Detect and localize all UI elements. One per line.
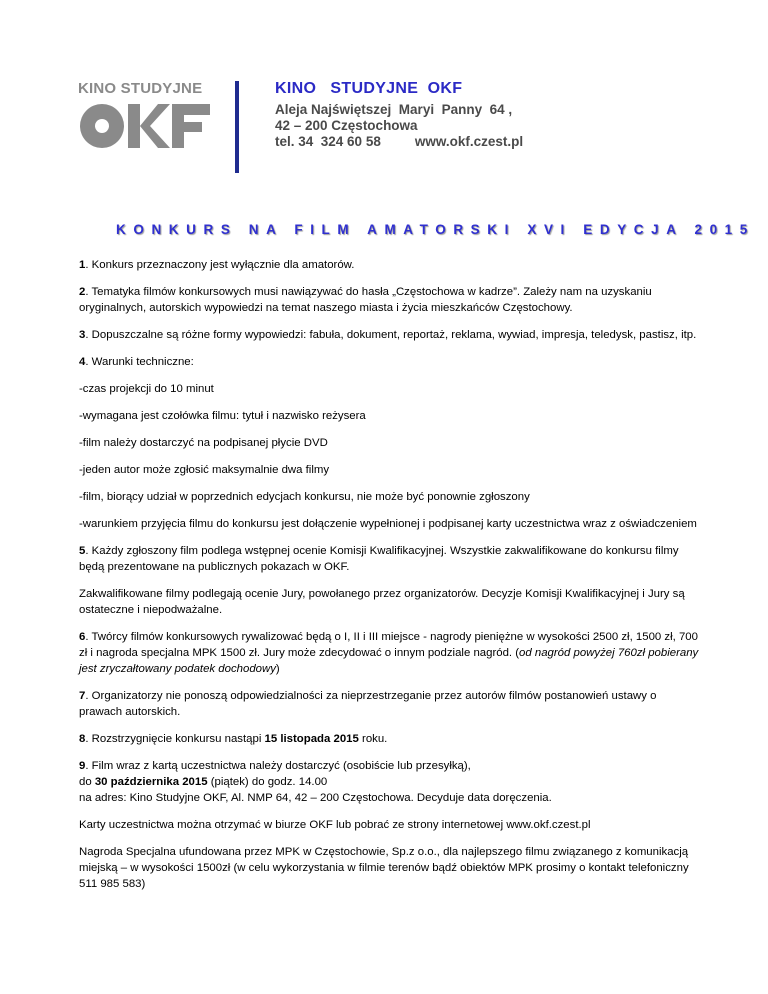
paragraph-1 [79,257,699,273]
paragraph-5 [79,543,699,575]
paragraph-text: roku. [358,733,388,745]
document-body [79,257,699,903]
paragraph-number: 9 [79,760,86,772]
paragraph-number: 4 [79,356,86,368]
paragraph-number: 5 [79,545,86,557]
paragraph-number: 2 [79,286,86,298]
paragraph-10: Karty uczestnictwa można otrzymać w biurze OKF lub pobrać ze strony internetowej www.okf.czest.pl [79,819,591,831]
paragraph-text: . Twórcy filmów konkursowych rywalizować będą o I, II i III miejsce - nagrody pieniężne w wysokości 2500 zł, 1500 zł, 700 zł i nagroda specjalna MPK 1500 zł. Jury może zdecydować o innym podziale nagród. ( [79,631,698,659]
website-link[interactable]: www.okf.czest.pl [414,134,524,149]
condition-item: -wymagana jest czołówka filmu: tytuł i nazwisko reżysera [79,410,366,422]
okf-logo [78,80,218,160]
paragraph-11: Nagroda Specjalna ufundowana przez MPK w Częstochowie, Sp.z o.o., dla najlepszego filmu związanego z komunikacją miejską – w wysokości 1500zł (w celu wykorzystania w filmie terenów bądź obiektów MPK prosimy o kontakt telefoniczny 511 985 583) [79,846,689,890]
condition-item: -czas projekcji do 10 minut [79,383,214,395]
paragraph-text: . Konkurs przeznaczony jest wyłącznie dla amatorów. [85,259,355,271]
paragraph-text: . Film wraz z kartą uczestnictwa należy dostarczyć (osobiście lub przesyłką), [85,760,471,772]
paragraph-text: na adres: Kino Studyjne OKF, Al. NMP 64, 42 – 200 Częstochowa. Decyduje data doręczenia. [79,792,552,804]
paragraph-text: . Warunki techniczne: [85,356,194,368]
paragraph-text: . Każdy zgłoszony film podlega wstępnej ocenie Komisji Kwalifikacyjnej. Wszystkie zakwalifikowane do konkursu filmy będą prezentowane na publicznych pokazach w OKF. [79,545,679,573]
paragraph-number: 3 [79,329,86,341]
logo-letters: OKF [78,102,81,103]
paragraph-text: . Rozstrzygnięcie konkursu nastąpi [85,733,265,745]
condition-item: -film, biorący udział w poprzednich edycjach konkursu, nie może być ponownie zgłoszony [79,491,530,503]
paragraph-text: (piątek) do godz. 14.00 [207,776,328,788]
paragraph-text: . Organizatorzy nie ponoszą odpowiedzialności za nieprzestrzeganie przez autorów filmów postanowień ustawy o prawach autorskich. [79,690,657,718]
address-street: Aleja Najświętszej Maryi Panny 64 , [275,102,513,117]
header-address [275,80,523,150]
result-date: 15 listopada 2015 [264,733,359,745]
condition-item: -film należy dostarczyć na podpisanej płycie DVD [79,437,328,449]
condition-item: -warunkiem przyjęcia filmu do konkursu jest dołączenie wypełnionej i podpisanej karty uczestnictwa wraz z oświadczeniem [79,518,697,530]
tax-note: od nagród powyżej 760zł pobierany jest zryczałtowany podatek dochodowy [79,647,699,675]
logo-wordmark: KINO STUDYJNE [78,80,203,97]
paragraph-text: . Tematyka filmów konkursowych musi nawiązywać do hasła „Częstochowa w kadrze”. Zależy nam na uzyskaniu oryginalnych, autorskich wypowiedzi na temat naszego miasta i życia mieszkańców Częstochowy. [79,286,652,314]
address-city: 42 – 200 Częstochowa [275,118,418,133]
paragraph-7 [79,688,699,720]
paragraph-number: 6 [79,631,86,643]
paragraph-4 [79,354,699,370]
okf-logo-graphic [78,102,218,152]
paragraph-text: do [79,776,95,788]
paragraph-text: ) [275,663,280,675]
paragraph-5b: Zakwalifikowane filmy podlegają ocenie Jury, powołanego przez organizatorów. Decyzje Komisji Kwalifikacyjnej i Jury są ostateczne i niepodważalne. [79,588,685,616]
header-divider [235,81,239,173]
cinema-name: KINO STUDYJNE OKF [275,80,463,97]
contact-line [275,134,523,150]
paragraph-6 [79,629,699,677]
paragraph-number: 8 [79,733,86,745]
phone-number: tel. 34 324 60 58 [275,134,381,149]
paragraph-number: 7 [79,690,86,702]
deadline-date: 30 października 2015 [94,776,208,788]
paragraph-2 [79,284,699,316]
paragraph-3 [79,327,699,343]
paragraph-number: 1 [79,259,86,271]
paragraph-9 [79,758,699,806]
paragraph-8 [79,731,699,747]
paragraph-text: . Dopuszczalne są różne formy wypowiedzi: fabuła, dokument, reportaż, reklama, wywiad, impresja, teledysk, pastisz, itp. [85,329,697,341]
contest-title: KONKURS NA FILM AMATORSKI XVI EDYCJA 2015 [116,222,755,237]
condition-item: -jeden autor może zgłosić maksymalnie dwa filmy [79,464,330,476]
